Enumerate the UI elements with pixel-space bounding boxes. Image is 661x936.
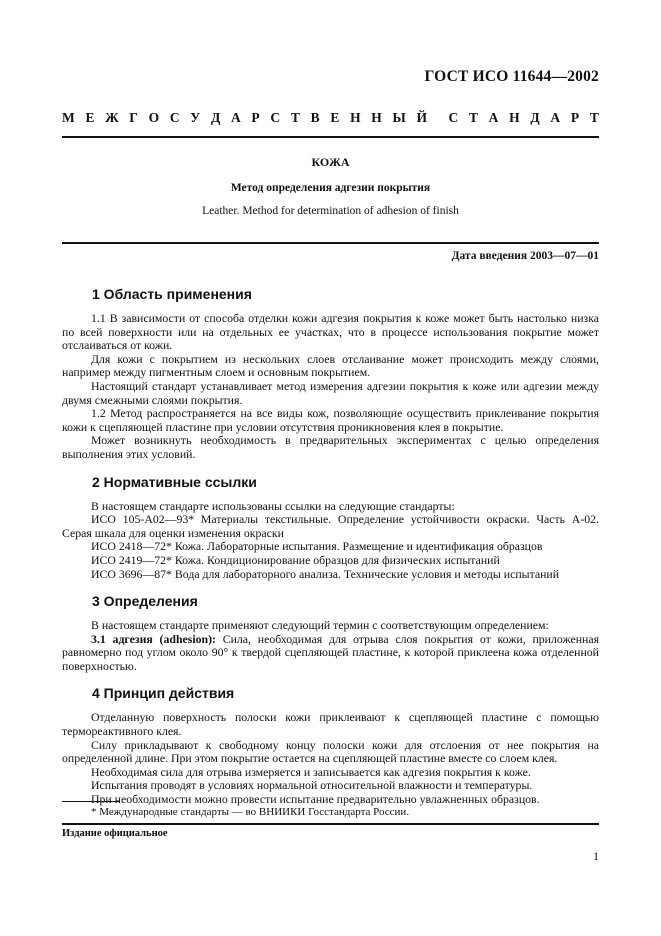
paragraph: 1.2 Метод распространяется на все виды кож, позволяющие осуществить приклеивание покрытия кожи к сцепляющей пластине при условии отсутствия проникновения клея в покрытие. (62, 406, 599, 434)
banner-letter: А (550, 110, 561, 125)
banner-letter: Д (530, 110, 540, 125)
banner-letter: Е (85, 110, 95, 125)
banner-letter: Ж (105, 110, 119, 125)
banner-letter: А (488, 110, 499, 125)
paragraph: 1.1 В зависимости от способа отделки кожи адгезия покрытия к коже может быть настолько низка по всей поверхности или на отдельных ее участках, что в процессе использования покрытие может отслаиваться от кожи. (62, 311, 599, 353)
section-heading: 1 Область применения (92, 286, 252, 302)
section-heading: 4 Принцип действия (92, 685, 235, 702)
banner-letter: Р (570, 110, 580, 125)
section-heading: 3 Определения (92, 593, 198, 610)
banner-letter: Г (129, 110, 138, 125)
reference-item: ИСО 3696—87* Вода для лабораторного анализа. Технические условия и методы испытаний (91, 566, 560, 581)
paragraph: Необходимая сила для отрыва измеряется и записывается как адгезия покрытия к коже. (91, 764, 531, 779)
banner-letter: Н (509, 110, 520, 125)
banner-letter: Р (251, 110, 260, 125)
paragraph: При необходимости можно провести испытание предварительно увлажненных образцов. (91, 792, 540, 807)
paragraph: В настоящем стандарте использованы ссылки на следующие стандарты: (91, 498, 455, 513)
banner-letter: Т (589, 110, 599, 125)
introduction-date: Дата введения 2003—07—01 (451, 250, 599, 262)
bottom-divider (62, 823, 599, 825)
edition-label: Издание официальное (62, 828, 168, 839)
section-scope (62, 286, 599, 462)
paragraph: Испытания проводят в условиях нормальной относительной влажности и температуры. (91, 778, 533, 793)
page-number: 1 (593, 849, 599, 863)
banner-letter: Е (330, 110, 340, 125)
banner-letter: С (169, 110, 180, 125)
banner-letter: Й (416, 110, 428, 125)
document-body (62, 286, 599, 819)
definition-text: Сила, необходимая для отрыва слоя покрытия от кожи, приложенная равномерно под углом около 90° к твердой сцепляющей пластине, к которой приклеена кожа отделенной поверхностью. (62, 631, 599, 673)
paragraph: Может возникнуть необходимость в предварительных экспериментах с целью определения выполнения этих условий. (62, 433, 599, 461)
english-title: Leather. Method for determination of adhesion of finish (202, 205, 459, 217)
banner-letter: Т (468, 110, 478, 125)
paragraph: В настоящем стандарте применяют следующий термин с соответствующим определением: (91, 618, 549, 633)
banner-letter: С (448, 110, 459, 125)
title-divider (62, 242, 599, 244)
document-title: КОЖА (311, 155, 350, 169)
section-definitions (62, 593, 599, 673)
section-heading: 2 Нормативные ссылки (92, 473, 257, 490)
definition-paragraph (62, 633, 599, 674)
interstate-standard-banner (62, 110, 599, 126)
section-principle (62, 685, 599, 806)
standard-code: ГОСТ ИСО 11644—2002 (424, 68, 599, 85)
definition-term: 3.1 адгезия (adhesion): (91, 631, 216, 646)
reference-item: ИСО 105-А02—93* Материалы текстильные. Определение устойчивости окраски. Часть А-02. Серая шкала для оценки изменения окраски (62, 512, 599, 540)
paragraph: Настоящий стандарт устанавливает метод измерения адгезии покрытия к коже или адгезии между двумя смежными слоями покрытия. (62, 378, 599, 407)
banner-letter: Ы (392, 110, 406, 125)
banner-letter: В (310, 110, 320, 125)
banner-letter: Н (350, 110, 361, 125)
banner-letter: У (190, 110, 201, 125)
reference-item: ИСО 2419—72* Кожа. Кондиционирование образцов для физических испытаний (91, 552, 500, 567)
banner-letter: М (62, 110, 75, 125)
banner-letter: Д (210, 110, 221, 125)
banner-letter: А (230, 110, 241, 125)
banner-letter: О (148, 110, 160, 125)
section-normative-references (62, 474, 599, 582)
paragraph: Силу прикладывают к свободному концу полоски кожи для отслоения от нее покрытия на определенной длине. При этом покрытие остается на сцепляющей пластине вместе со слоем клея. (62, 737, 599, 766)
paragraph: Отделанную поверхность полоски кожи приклеивают к сцепляющей пластине с помощью термореактивного клея. (62, 710, 599, 739)
banner-letter: Т (290, 110, 300, 125)
banner-letter: Н (371, 110, 382, 125)
paragraph: Для кожи с покрытием из нескольких слоев отслаивание может происходить между слоями, например между пигментным слоем и основным покрытием. (62, 351, 599, 380)
top-divider (62, 136, 599, 138)
reference-item: ИСО 2418—72* Кожа. Лабораторные испытания. Размещение и идентификация образцов (91, 539, 543, 554)
document-subtitle: Метод определения адгезии покрытия (230, 182, 431, 194)
footnote: * Международные стандарты — во ВНИИКИ Госстандарта России. (91, 806, 410, 818)
banner-letter: С (270, 110, 281, 125)
footnote-divider (62, 801, 120, 802)
